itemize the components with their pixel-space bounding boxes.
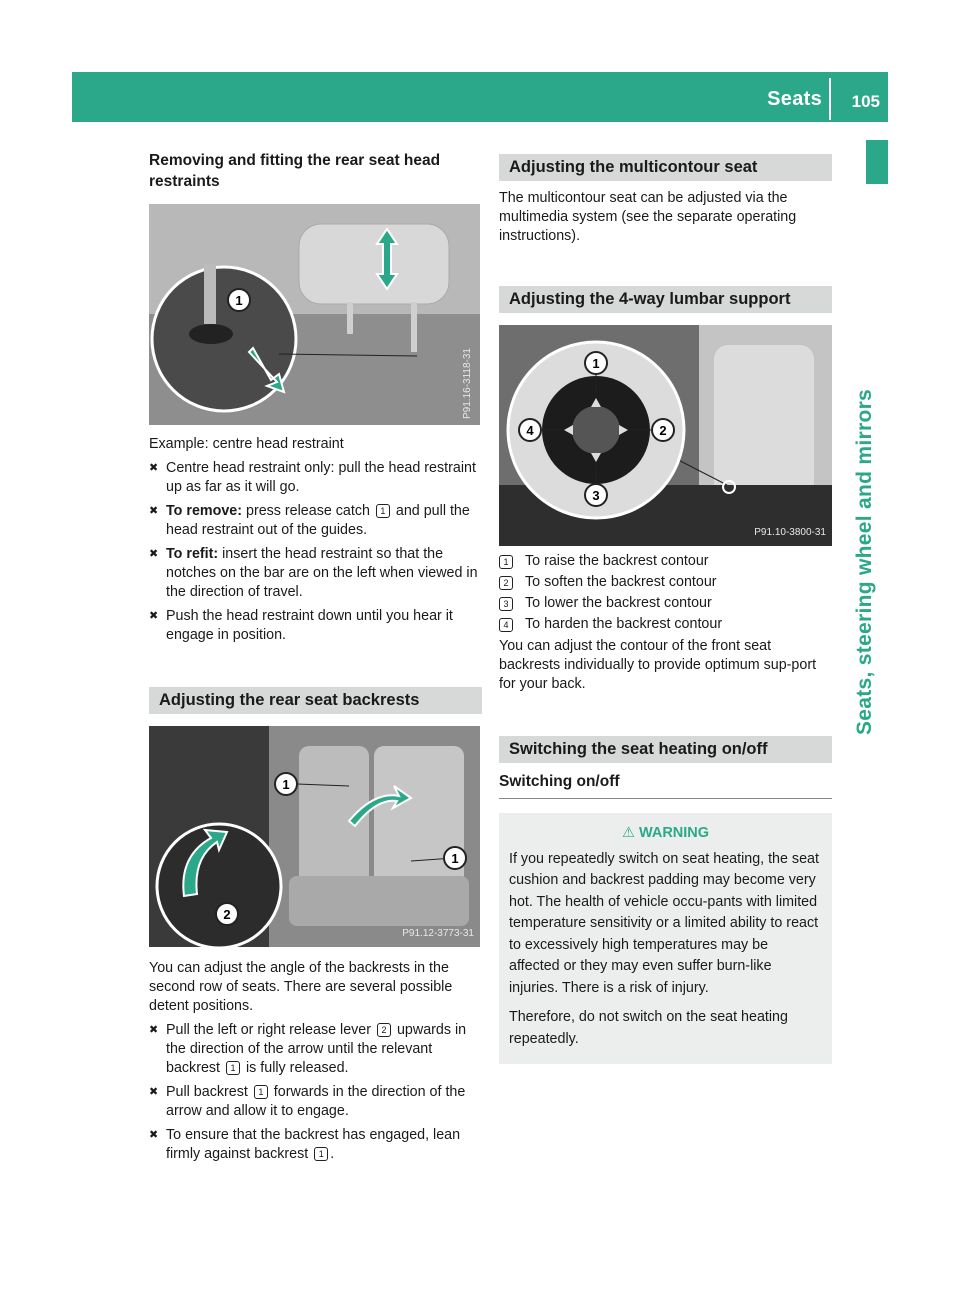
callout-badge: 1 [376,504,390,518]
section-title: Seats [767,88,822,110]
legend-item: 1 To raise the backrest contour [499,552,832,571]
step-item: ✖ To remove: press release catch 1 and pull the head restraint out of the guides. [149,503,470,538]
callout-badge: 1 [314,1147,328,1161]
head-restraint-illustration [149,204,480,425]
lumbar-legend [499,552,832,634]
callout-4: 4 [526,423,534,438]
callout-badge: 1 [499,555,513,569]
figure-code: P91.10-3800-31 [754,527,826,538]
figure-caption: Example: centre head restraint [149,436,344,452]
right-column [499,150,832,1064]
head-restraint-figure [149,204,480,425]
backrest-steps [149,1021,482,1164]
lumbar-illustration [499,325,832,546]
figure-code: P91.12-3773-31 [402,928,474,939]
section-bar-lumbar: Adjusting the 4-way lumbar support [499,286,832,313]
legend-item: 4 To harden the backrest contour [499,615,832,634]
step-arrow-icon: ✖ [149,548,159,560]
step-arrow-icon: ✖ [149,1024,159,1036]
section-bar-multicontour: Adjusting the multicontour seat [499,154,832,181]
warning-triangle-icon: ⚠ [621,825,635,841]
legend-item: 2 To soften the backrest contour [499,573,832,592]
callout-badge: 4 [499,618,513,632]
head-restraint-steps [149,459,482,645]
callout-1: 1 [592,356,600,371]
rear-backrest-figure [149,726,480,947]
section-bar-seat-heating: Switching the seat heating on/off [499,736,832,763]
step-item: ✖ Pull the left or right release lever 2 upwards in the direction of the arrow until the relevant backrest 1 is fully released. [149,1022,467,1076]
step-item: ✖ To ensure that the backrest has engaged, lean firmly against backrest 1 . [149,1127,461,1162]
step-item: ✖ Push the head restraint down until you hear it engage in position. [149,608,453,643]
step-arrow-icon: ✖ [149,1086,159,1098]
step-arrow-icon: ✖ [149,610,159,622]
warning-text-2: Therefore, do not switch on the seat heating repeatedly. [509,1009,788,1047]
callout-badge: 2 [377,1023,391,1037]
section-bar-rear-backrests: Adjusting the rear seat backrests [149,687,482,714]
step-item: ✖ Centre head restraint only: pull the head restraint up as far as it will go. [149,460,476,495]
callout-1: 1 [235,293,243,308]
callout-1: 1 [282,777,290,792]
chapter-label: Seats, steering wheel and mirrors [853,388,876,735]
backrest-paragraph: You can adjust the angle of the backrests in the second row of seats. There are several possible detent positions. [149,960,453,1014]
warning-box [499,813,832,1064]
warning-title: ⚠ WARNING [621,825,710,841]
rear-backrest-illustration [149,726,480,947]
chapter-tab [866,140,888,184]
left-column [149,150,482,1164]
warning-text: If you repeatedly switch on seat heating, the seat cushion and backrest padding may become very hot. The health of vehicle occu-pants with limited temperature sensitivity or a limited ability to react to excessively high temperatures may be affected or they may even suffer burn-like injuries. There is a risk of injury. [509,850,819,996]
callout-2: 2 [223,907,231,922]
callout-1: 1 [451,851,459,866]
step-arrow-icon: ✖ [149,505,159,517]
lumbar-figure [499,325,832,546]
head-restraints-heading: Removing and fitting the rear seat head restraints [149,152,441,190]
header-divider [829,78,831,120]
callout-2: 2 [659,423,667,438]
legend-item: 3 To lower the backrest contour [499,594,832,613]
callout-3: 3 [592,488,600,503]
callout-badge: 2 [499,576,513,590]
lumbar-paragraph: You can adjust the contour of the front seat backrests individually to provide optimum sup-port for your back. [499,638,817,692]
step-arrow-icon: ✖ [149,1129,159,1141]
page-header-bar [72,72,888,122]
figure-code: P91.16-3118-31 [462,348,473,419]
seat-heating-subheading: Switching on/off [499,771,832,799]
page-number: 105 [851,92,880,111]
multicontour-paragraph: The multicontour seat can be adjusted via the multimedia system (see the separate operating instructions). [499,190,797,244]
callout-badge: 3 [499,597,513,611]
step-item: ✖ Pull backrest 1 forwards in the direction of the arrow and allow it to engage. [149,1084,466,1119]
step-item: ✖ To refit: insert the head restraint so that the notches on the bar are on the left when viewed in the direction of travel. [149,546,478,600]
callout-badge: 1 [226,1061,240,1075]
step-arrow-icon: ✖ [149,462,159,474]
callout-badge: 1 [254,1085,268,1099]
